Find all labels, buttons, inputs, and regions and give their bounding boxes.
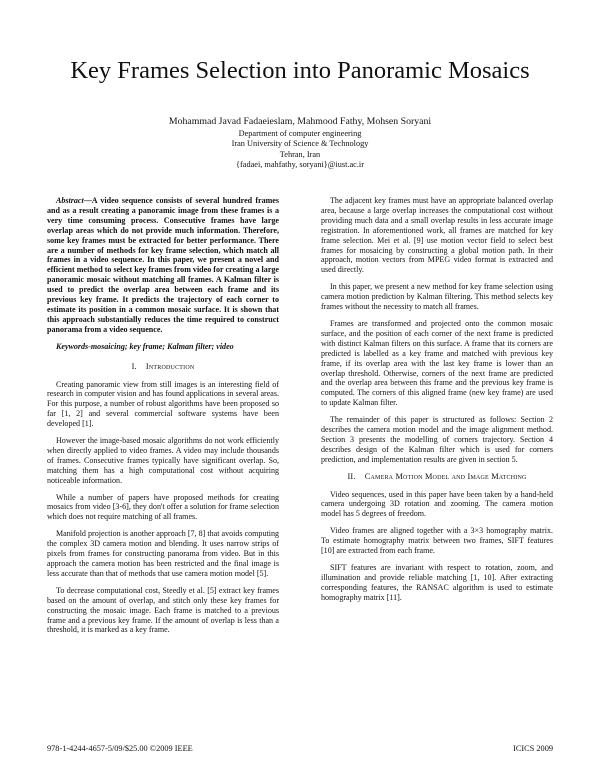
affiliation-university: Iran University of Science & Technology — [231, 139, 369, 149]
paragraph: Video frames are aligned together with a 3×3 homography matrix. To estimate homography matrix between two frames, SIFT features [10] are extracted from each frame. — [321, 526, 553, 556]
paragraph: To decrease computational cost, Steedly et al. [5] extract key frames based on the amount of overlap, and stitch only these key frames for constructing the mosaic image. Each frame is matched to a previous frame and a previous key frame. If the amount of overlap is less than a threshold, it is marked as a key frame. — [47, 585, 279, 635]
paragraph: While a number of papers have proposed methods for creating mosaics from video [3-6], they don't offer a solution for frame selection which does not require matching of all frames. — [47, 492, 279, 522]
section-number: I. — [131, 361, 137, 371]
paragraph: The adjacent key frames must have an appropriate balanced overlap area, because a large overlap increases the computational cost without providing much data and a small overlap results in less accurate image registration. In aforementioned work, all frames are matched for key frame selection. Mei et al. [9] use motion vector field to select best frames for mosaicing by constructing a global motion path. In their approach, motion vectors from MPEG video format is extracted and used directly. — [321, 196, 553, 275]
paragraph: The remainder of this paper is structured as follows: Section 2 describes the camera motion model and the image alignment method. Section 3 presents the modelling of corners trajectory. Section 4 describes design of the Kalman filter which is used for corners prediction, and implementation results are given in section 5. — [321, 415, 553, 464]
affiliation-city: Tehran, Iran — [279, 149, 321, 159]
abstract-label: Abstract — [56, 196, 84, 205]
footer-conference: ICICS 2009 — [513, 744, 553, 753]
authors: Mohammad Javad Fadaeieslam, Mahmood Fathy, Mohsen Soryani — [168, 116, 432, 127]
left-column — [47, 196, 279, 642]
paragraph: However the image-based mosaic algorithms do not work efficiently when directly applied to video frames. A video may include thousands of frames. Consecutive frames typically have significant overlap. So, matching them has a high computational cost without acquiring noticeable information. — [47, 436, 279, 485]
section-heading-camera-motion — [321, 472, 553, 482]
footer-copyright: 978-1-4244-4657-5/09/$25.00 ©2009 IEEE — [47, 744, 193, 753]
paragraph: Manifold projection is another approach [7, 8] that avoids computing the complex 3D camera motion and blending. It uses narrow strips of pixels from frames for constructing panorama from video. But in this approach the camera motion has been restricted and the final image is less accurate than that of methods that use camera motion model [5]. — [47, 529, 279, 578]
paper-title: Key Frames Selection into Panoramic Mosaics — [70, 57, 530, 84]
affiliation-department: Department of computer engineering — [238, 129, 362, 138]
paragraph: Creating panoramic view from still images is an interesting field of research in computer vision and has found applications in several areas. For this purpose, a number of robust algorithms have been proposed so far [1, 2] and several commercial software systems have been developed [1]. — [47, 379, 279, 429]
abstract-text: —A video sequence consists of several hundred frames and as a result creating a panoramic image from these frames is a very time consuming process. Consecutive frames have large overlap areas which do not provide much information. Therefore, some key frames must be extracted for better performance. There are a number of methods for key frame selection, which match all frames in a video sequence. In this paper, we present a novel and efficient method to select key frames from video for creating a large panoramic mosaic without matching all frames. A Kalman filter is used to predict the overlap area between each frame and its previous key frame. It predicts the trajectory of each corner to estimate its position in a common mosaic surface. It is shown that this approach substantially reduces the time required to construct panorama from a video sequence. — [47, 196, 279, 334]
paragraph: Frames are transformed and projected onto the common mosaic surface, and the position of each corner of the next frame is predicted with distinct Kalman filters on this surface. A frame that its corners are predicted is labelled as a key frame and matched with previous key frame, if its overlap area with the last key frame is lower than an overlap threshold. Otherwise, corners of the next frame are predicted and the overlap area between this frame and the previous key frame is computed. The corners of this aligned frame (new key frame) are used to update Kalman filter. — [321, 318, 553, 408]
affiliation-email: {fadaei, mahfathy, soryani}@iust.ac.ir — [236, 159, 364, 169]
paragraph: Video sequences, used in this paper have been taken by a hand-held camera undergoing 3D rotation and zooming. The camera motion model has 5 degrees of freedom. — [321, 489, 553, 519]
paragraph: SIFT features are invariant with respect to rotation, zoom, and illumination and provide reliable matching [1, 10]. After extracting corresponding features, the RANSAC algorithm is used to estimate homography matrix [11]. — [321, 563, 553, 602]
section-title: Camera Motion Model and Image Matching — [364, 471, 527, 481]
right-column — [321, 196, 553, 610]
section-number: II. — [347, 471, 356, 481]
abstract — [47, 196, 279, 335]
section-heading-introduction — [47, 362, 279, 372]
paragraph: In this paper, we present a new method for key frame selection using camera motion prediction by Kalman filtering. This method selects key frames without the necessity to match all frames. — [321, 282, 553, 312]
affiliation — [0, 129, 600, 170]
keywords: Keywords-mosaicing; key frame; Kalman filter; video — [56, 341, 234, 351]
section-title: Introduction — [145, 361, 195, 371]
